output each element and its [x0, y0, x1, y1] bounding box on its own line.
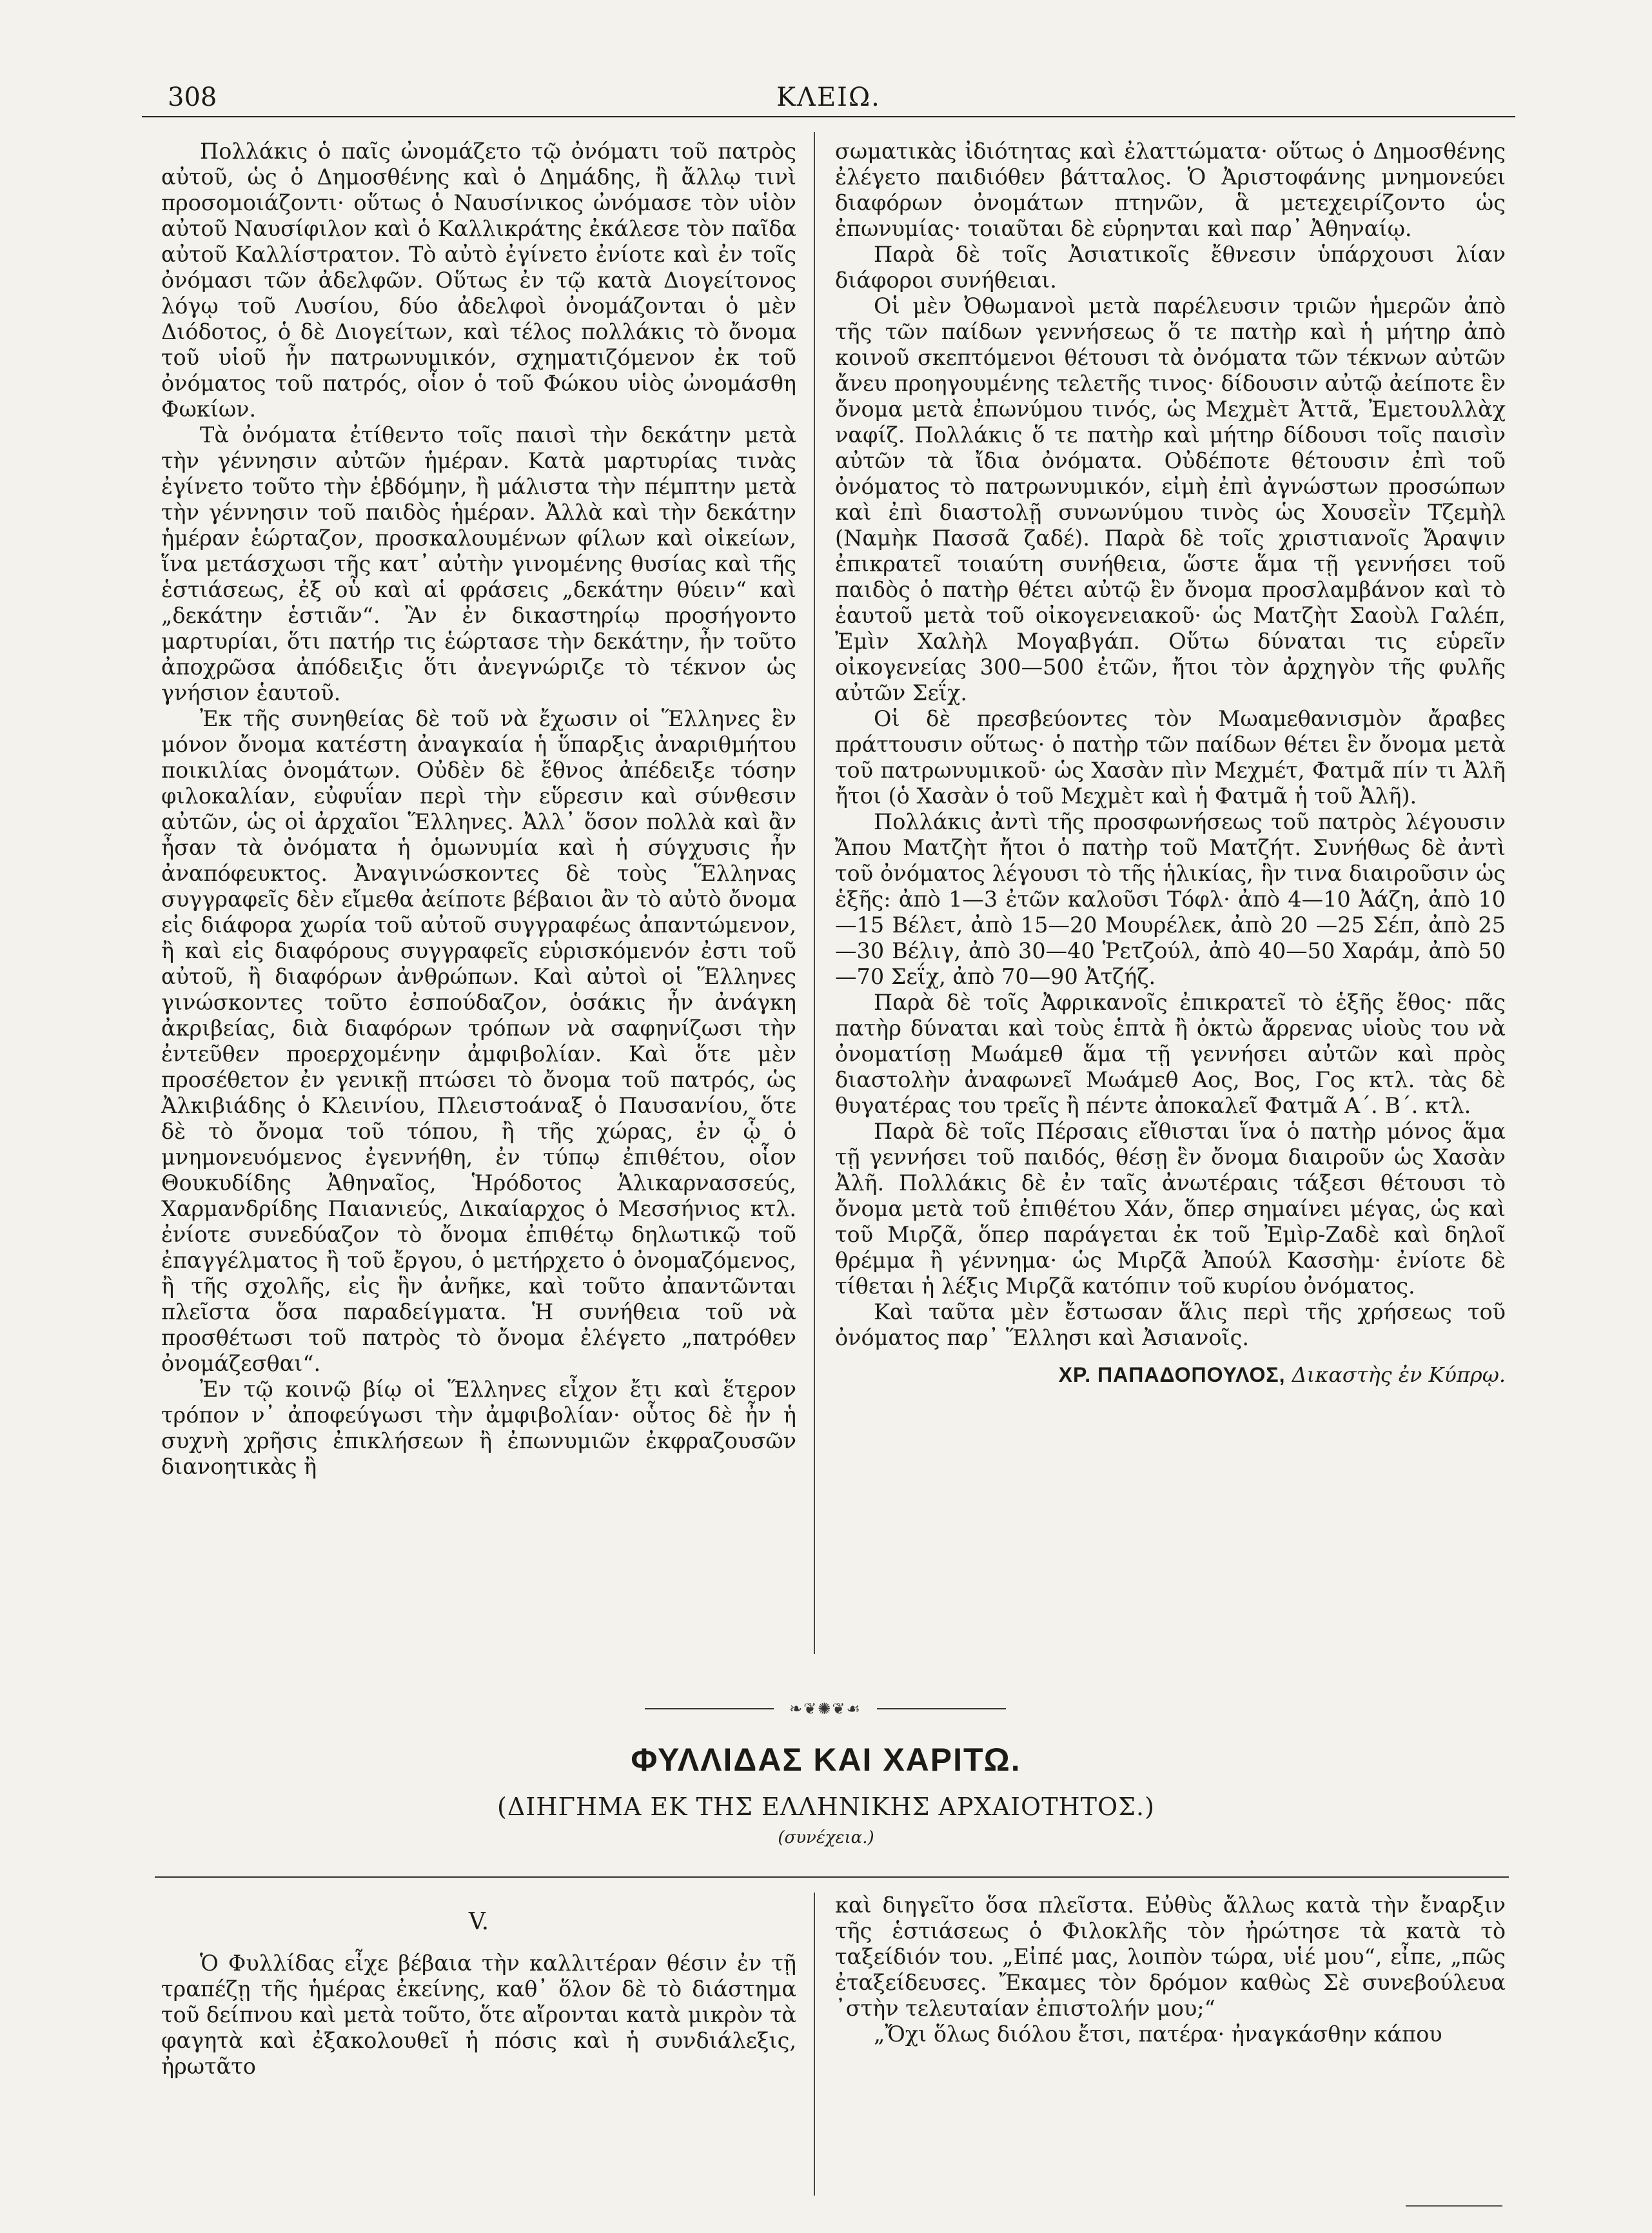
paragraph: Πολλάκις ὁ παῖς ὠνομάζετο τῷ ὀνόματι τοῦ πατρὸς αὐτοῦ, ὡς ὁ Δημοσθένης καὶ ὁ Δημάδης, ἢ ἄλλῳ τινὶ προσομοιάζοντι· οὕτως ὁ Ναυσίνικος ὠνόμασε τὸν υἱὸν αὐτοῦ Ναυσίφιλον καὶ ὁ Καλλικράτης ἐκάλεσε τὸν παῖδα αὐτοῦ Καλλίστρατον. Τὸ αὐτὸ ἐγίνετο ἐνίοτε καὶ ἐν τοῖς ὀνόμασι τῶν ἀδελφῶν. Οὕτως ἐν τῷ κατὰ Διογείτονος λόγῳ τοῦ Λυσίου, δύο ἀδελφοὶ ὀνομάζονται ὁ μὲν Διόδοτος, ὁ δὲ Διογείτων, καὶ τέλος πολλάκις τὸ ὄνομα τοῦ υἱοῦ ἦν πατρωνυμικόν, σχηματιζόμενον ἐκ τοῦ ὀνόματος τοῦ πατρός, οἷον ὁ τοῦ Φώκου υἱὸς ὠνομάσθη Φωκίων. — [161, 139, 796, 422]
page-bottom-rule — [1406, 2205, 1502, 2207]
page-number: 308 — [168, 83, 217, 112]
section-ornament — [645, 1699, 1006, 1718]
page-header — [142, 71, 1515, 117]
author-signature — [835, 1362, 1506, 1387]
author-name: ΧΡ. ΠΑΠΑΔΟΠΟΥΛΟΣ, — [1058, 1363, 1286, 1386]
upper-left-column — [161, 139, 796, 1480]
paragraph: Καὶ ταῦτα μὲν ἔστωσαν ἅλις περὶ τῆς χρήσεως τοῦ ὀνόματος παρ᾽ Ἕλλησι καὶ Ἀσιανοῖς. — [835, 1299, 1506, 1350]
upper-right-column — [835, 139, 1506, 1387]
paragraph: σωματικὰς ἰδιότητας καὶ ἐλαττώματα· οὕτως ὁ Δημοσθένης ἐλέγετο παιδιόθεν βάτταλος. Ὁ Ἀριστοφάνης μνημονεύει διαφόρων ὀνομάτων πτηνῶν, ἃ μετεχειρίζοντο ὡς ἐπωνυμίας· τοιαῦται δὲ εὑρηνται καὶ παρ᾽ Ἀθηναίῳ. — [835, 139, 1506, 241]
paragraph: Παρὰ δὲ τοῖς Ἀσιατικοῖς ἔθνεσιν ὑπάρχουσι λίαν διάφοροι συνήθειαι. — [835, 242, 1506, 293]
paragraph: „Ὄχι ὅλως διόλου ἔτσι, πατέρα· ἠναγκάσθην κάπου — [874, 2022, 1442, 2047]
lower-right-column — [835, 1893, 1506, 2047]
paragraph: καὶ διηγεῖτο ὅσα πλεῖστα. Εὐθὺς ἄλλως κατὰ τὴν ἔναρξιν τῆς ἑστιάσεως ὁ Φιλοκλῆς τὸν ἠρώτησε τὰ κατὰ τὸ ταξείδιόν του. „Εἰπέ μας, λοιπὸν τώρα, υἱέ μου“, εἶπε, „πῶς ἐταξείδευσες. Ἔκαμες τὸν δρόμον καθὼς Σὲ συνεβούλευα ᾽στὴν τελευταίαν ἐπιστολήν μου;“ — [835, 1893, 1506, 2021]
ornament-rule-left — [645, 1708, 774, 1709]
story-subtitle: (ΔΙΗΓΗΜΑ ΕΚ ΤΗΣ ΕΛΛΗΝΙΚΗΣ ΑΡΧΑΙΟΤΗΤΟΣ.) — [497, 1793, 1155, 1821]
section-rule — [155, 1876, 1509, 1878]
column-divider-lower — [814, 1893, 815, 2196]
story-title: ΦΥΛΛΙΔΑΣ ΚΑΙ ΧΑΡΙΤΩ. — [631, 1742, 1021, 1778]
paragraph: Πολλάκις ἀντὶ τῆς προσφωνήσεως τοῦ πατρὸς λέγουσιν Ἄπου Ματζὴτ ἤτοι ὁ πατὴρ τοῦ Ματζήτ. Συνήθως δὲ ἀντὶ τοῦ ὀνόματος λέγουσι τὸ τῆς ἡλικίας, ἣν τινα διαιροῦσιν ὡς ἑξῆς: ἀπὸ 1—3 ἐτῶν καλοῦσι Τόφλ· ἀπὸ 4—10 Ἀάζη, ἀπὸ 10—15 Βέλετ, ἀπὸ 15—20 Μουρέλεκ, ἀπὸ 20 —25 Σέπ, ἀπὸ 25—30 Βέλιγ, ἀπὸ 30—40 Ῥετζούλ, ἀπὸ 40—50 Χαράμ, ἀπὸ 50—70 Σεΐχ, ἀπὸ 70—90 Ἀτζήζ. — [835, 809, 1506, 989]
author-role: Δικαστὴς ἐν Κύπρῳ. — [1292, 1362, 1506, 1387]
paragraph: Παρὰ δὲ τοῖς Πέρσαις εἴθισται ἵνα ὁ πατὴρ μόνος ἅμα τῇ γεννήσει τοῦ παιδός, θέσῃ ἓν ὄνομα διαιροῦν ὡς Χασὰν Ἀλῆ. Πολλάκις δὲ ἐν ταῖς ἀνωτέραις τάξεσι θέτουσι τὸ ὄνομα μετὰ τοῦ ἐπιθέτου Χάν, ὅπερ σημαίνει μέγας, ὡς καὶ τοῦ Μιρζᾶ, ὅπερ παράγεται ἐκ τοῦ Ἐμὶρ-Ζαδὲ καὶ δηλοῖ θρέμμα ἢ γέννημα· ὡς Μιρζᾶ Ἀπούλ Κασσὴμ· ἐνίοτε δὲ τίθεται ἡ λέξις Μιρζᾶ κατόπιν τοῦ κυρίου ὀνόματος. — [835, 1119, 1506, 1299]
ornament-glyphs: ❧❦✺❦☙ — [789, 1700, 861, 1718]
paragraph: Τὰ ὀνόματα ἐτίθεντο τοῖς παισὶ τὴν δεκάτην μετὰ τὴν γέννησιν αὐτῶν ἡμέραν. Κατὰ μαρτυρίας τινὰς ἐγίνετο τοῦτο τὴν ἑβδόμην, ἢ μάλιστα τὴν πέμπτην μετὰ τὴν γέννησιν τοῦ παιδὸς ἡμέραν. Ἀλλὰ καὶ τὴν δεκάτην ἡμέραν ἑώρταζον, προσκαλουμένων φίλων καὶ οἰκείων, ἵνα μετάσχωσι τῆς κατ᾽ αὐτὴν γινομένης θυσίας καὶ τῆς ἑστιάσεως, ἐξ οὗ καὶ αἱ φράσεις „δεκάτην θύειν“ καὶ „δεκάτην ἑστιᾶν“. Ἂν ἐν δικαστηρίῳ προσήγοντο μαρτυρίαι, ὅτι πατήρ τις ἑώρτασε τὴν δεκάτην, ἦν τοῦτο ἀποχρῶσα ἀπόδειξις ὅτι ἀνεγνώριζε τὸ τέκνον ὡς γνήσιον ἑαυτοῦ. — [161, 422, 796, 705]
paragraph: Οἱ δὲ πρεσβεύοντες τὸν Μωαμεθανισμὸν ἄραβες πράττουσιν οὕτως· ὁ πατὴρ τῶν παίδων θέτει ἓν ὄνομα μετὰ τοῦ πατρωνυμικοῦ· ὡς Χασὰν πὶν Μεχμέτ, Φατμᾶ πίν τι Ἀλῆ ἤτοι (ὁ Χασὰν ὁ τοῦ Μεχμὲτ καὶ ἡ Φατμᾶ ἡ τοῦ Ἀλῆ). — [835, 706, 1506, 809]
paragraph: Ὁ Φυλλίδας εἶχε βέβαια τὴν καλλιτέραν θέσιν ἐν τῇ τραπέζῃ τῆς ἡμέρας ἐκείνης, καθ᾽ ὅλον δὲ τὸ διάστημα τοῦ δείπνου καὶ μετὰ τοῦτο, ὅτε αἴρονται κατὰ μικρὸν τὰ φαγητὰ καὶ ἐξακολουθεῖ ἡ πόσις καὶ ἡ συνδιάλεξις, ἠρωτᾶτο — [161, 1951, 796, 2079]
journal-title: ΚΛΕΙΩ. — [776, 83, 881, 112]
ornament-rule-right — [877, 1708, 1006, 1709]
continuation-note: (συνέχεια.) — [778, 1828, 874, 1847]
lower-left-column — [161, 1951, 796, 2080]
chapter-number: V. — [468, 1909, 489, 1935]
column-divider — [814, 132, 815, 1654]
paragraph: Ἐκ τῆς συνηθείας δὲ τοῦ νὰ ἔχωσιν οἱ Ἕλληνες ἓν μόνον ὄνομα κατέστη ἀναγκαία ἡ ὕπαρξις ἀναριθμήτου ποικιλίας ὀνομάτων. Οὐδὲν δὲ ἔθνος ἀπέδειξε τόσην φιλοκαλίαν, εὐφυΐαν περὶ τὴν εὕρεσιν καὶ σύνθεσιν αὐτῶν, ὡς οἱ ἀρχαῖοι Ἕλληνες. Ἀλλ᾽ ὅσον πολλὰ καὶ ἂν ἦσαν τὰ ὀνόματα ἡ ὁμωνυμία καὶ ἡ σύγχυσις ἦν ἀναπόφευκτος. Ἀναγινώσκοντες δὲ τοὺς Ἕλληνας συγγραφεῖς δὲν εἴμεθα ἀείποτε βέβαιοι ἂν τὸ αὐτὸ ὄνομα εἰς διάφορα χωρία τοῦ αὐτοῦ συγγραφέως ἀπαντώμενον, ἢ καὶ εἰς διαφόρους συγγραφεῖς εὑρισκόμενόν ἐστι τοῦ αὐτοῦ, ἢ διαφόρων ἀνθρώπων. Καὶ αὐτοὶ οἱ Ἕλληνες γινώσκοντες τοῦτο ἐσπούδαζον, ὁσάκις ἦν ἀνάγκη ἀκριβείας, διὰ διαφόρων τρόπων νὰ σαφηνίζωσι τὴν ἐντεῦθεν προερχομένην ἀμφιβολίαν. Καὶ ὅτε μὲν προσέθετον ἐν γενικῇ πτώσει τὸ ὄνομα τοῦ πατρός, ὡς Ἀλκιβιάδης ὁ Κλεινίου, Πλειστοάναξ ὁ Παυσανίου, ὅτε δὲ τὸ ὄνομα τοῦ τόπου, ἢ τῆς χώρας, ἐν ᾧ ὁ μνημονευόμενος ἐγεννήθη, ἐν τύπῳ ἐπιθέτου, οἷον Θουκυδίδης Ἀθηναῖος, Ἡρόδοτος Ἁλικαρνασσεύς, Χαρμανδρίδης Παιανιεύς, Δικαίαρχος ὁ Μεσσήνιος κτλ. ἐνίοτε συνεδύαζον τὸ ὄνομα ἐπιθέτῳ δηλωτικῷ τοῦ ἐπαγγέλματος ἢ τοῦ ἔργου, ὁ μετήρχετο ὁ ὀνομαζόμενος, ἢ τῆς σχολῆς, εἰς ἣν ἀνῆκε, καὶ τοῦτο ἀπαντῶνται πλεῖστα ὅσα παραδείγματα. Ἡ συνήθεια τοῦ νὰ προσθέτωσι τοῦ πατρὸς τὸ ὄνομα ἐλέγετο „πατρόθεν ὀνομάζεσθαι“. — [161, 706, 796, 1376]
paragraph: Ἐν τῷ κοινῷ βίῳ οἱ Ἕλληνες εἶχον ἔτι καὶ ἕτερον τρόπον ν᾽ ἀποφεύγωσι τὴν ἀμφιβολίαν· οὗτος δὲ ἦν ἡ συχνὴ χρῆσις ἐπικλήσεων ἢ ἐπωνυμιῶν ἐκφραζουσῶν διανοητικὰς ἢ — [161, 1377, 796, 1479]
paragraph: Παρὰ δὲ τοῖς Ἀφρικανοῖς ἐπικρατεῖ τὸ ἑξῆς ἔθος· πᾶς πατὴρ δύναται καὶ τοὺς ἑπτὰ ἢ ὀκτὼ ἄρρενας υἱοὺς του νὰ ὀνοματίσῃ Μωάμεθ ἅμα τῇ γεννήσει αὐτῶν καὶ πρὸς διαστολὴν ἀναφωνεῖ Μωάμεθ Αος, Βος, Γος κτλ. τὰς δὲ θυγατέρας του τρεῖς ἢ πέντε ἀποκαλεῖ Φατμᾶ Α΄. Β΄. κτλ. — [835, 990, 1506, 1118]
paragraph: Οἱ μὲν Ὀθωμανοὶ μετὰ παρέλευσιν τριῶν ἡμερῶν ἀπὸ τῆς τῶν παίδων γεννήσεως ὅ τε πατὴρ καὶ ἡ μήτηρ ἀπὸ κοινοῦ σκεπτόμενοι θέτουσι τὰ ὀνόματα τῶν τέκνων αὐτῶν ἄνευ προηγουμένης τελετῆς τινος· δίδουσιν αὐτῷ ἀείποτε ἓν ὄνομα μετὰ ἐπωνύμου τινός, ὡς Μεχμὲτ Ἀττᾶ, Ἐμετουλλὰχ ναφίζ. Πολλάκις ὅ τε πατὴρ καὶ μήτηρ δίδουσι τοῖς παισὶν αὐτῶν τὰ ἴδια ὀνόματα. Οὐδέποτε θέτουσιν ἐπὶ τοῦ ὀνόματος τὸ πατρωνυμικόν, εἰμὴ ἐπὶ ἀγνώστων προσώπων καὶ ἐπὶ διαστολῇ συνωνύμου τινὸς ὡς Χουσεῒν Τζεμὴλ (Ναμὴκ Πασσᾶ ζαδέ). Παρὰ δὲ τοῖς χριστιανοῖς Ἄραψιν ἐπικρατεῖ τοιαύτη συνήθεια, ὥστε ἅμα τῇ γεννήσει τοῦ παιδὸς ὁ πατὴρ θέτει αὐτῷ ἓν ὄνομα προσλαμβάνον καὶ τὸ ἑαυτοῦ μετὰ τοῦ οἰκογενειακοῦ· ὡς Ματζὴτ Σαοὺλ Γαλέπ, Ἐμὶν Χαλὴλ Μογαβγάπ. Οὕτω δύναται τις εὑρεῖν οἰκογενείας 300—500 ἐτῶν, ἤτοι τὸν ἀρχηγὸν τῆς φυλῆς αὐτῶν Σεΐχ. — [835, 293, 1506, 705]
